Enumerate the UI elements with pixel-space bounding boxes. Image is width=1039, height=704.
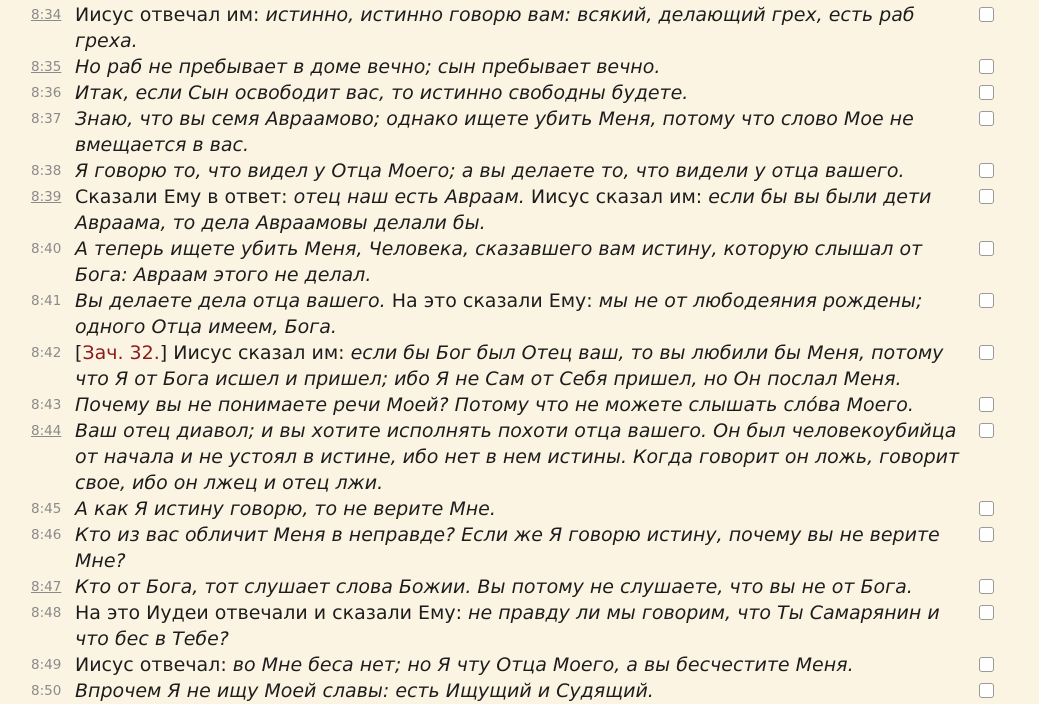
verse-number[interactable]: 8:47 [31, 579, 62, 595]
verse-number: 8:46 [31, 527, 62, 543]
verse-text: А теперь ищете убить Меня, Человека, сказавшего вам истину, которую слышал от Бога: Авраам этого не делал. [75, 238, 923, 286]
verse-text: Иисус отвечал: во Мне беса нет; но Я чту Отца Моего, а вы бесчестите Меня. [75, 654, 854, 676]
verse-number: 8:48 [31, 605, 62, 621]
verse-text: Но раб не пребывает в доме вечно; сын пребывает вечно. [75, 56, 661, 78]
verse-text: Кто из вас обличит Меня в неправде? Если же Я говорю истину, почему вы не верите Мне? [75, 524, 940, 572]
verse [0, 288, 1039, 340]
verse-text: Ваш отец диавол; и вы хотите исполнять похоти отца вашего. Он был человекоубийца от начала и не устоял в истине, ибо нет в нем истины. Когда говорит он ложь, говорит свое, ибо он лжец и отец лжи. [75, 420, 960, 494]
verse-checkbox[interactable] [979, 579, 994, 594]
verse-number: 8:43 [31, 397, 62, 413]
verse [0, 158, 1039, 184]
verse-checkbox[interactable] [979, 345, 994, 360]
verse-checkbox[interactable] [979, 7, 994, 22]
verse-text: А как Я истину говорю, то не верите Мне. [75, 498, 496, 520]
verse [0, 80, 1039, 106]
verse-text: Впрочем Я не ищу Моей славы: есть Ищущий и Судящий. [75, 680, 654, 702]
verse [0, 522, 1039, 574]
verse [0, 652, 1039, 678]
verse-checkbox[interactable] [979, 85, 994, 100]
verse-text: На это Иудеи отвечали и сказали Ему: не правду ли мы говорим, что Ты Самарянин и что бес в Тебе? [75, 602, 940, 650]
verse-text: Сказали Ему в ответ: отец наш есть Авраам. Иисус сказал им: если бы вы были дети Авраама, то дела Авраамовы делали бы. [75, 186, 932, 234]
verse-number[interactable]: 8:35 [31, 59, 62, 75]
verse [0, 106, 1039, 158]
verse-checkbox[interactable] [979, 527, 994, 542]
verse [0, 2, 1039, 54]
verse-checkbox[interactable] [979, 423, 994, 438]
verse [0, 678, 1039, 704]
verse-checkbox[interactable] [979, 111, 994, 126]
verse [0, 600, 1039, 652]
verse-number: 8:49 [31, 657, 62, 673]
verse-text: Я говорю то, что видел у Отца Моего; а вы делаете то, что видели у отца вашего. [75, 160, 905, 182]
verse-text: Вы делаете дела отца вашего. На это сказали Ему: мы не от любодеяния рождены; одного Отца имеем, Бога. [75, 290, 923, 338]
verse-text: [Зач. 32.] Иисус сказал им: если бы Бог был Отец ваш, то вы любили бы Меня, потому что Я от Бога исшел и пришел; ибо Я не Сам от Себя пришел, но Он послал Меня. [75, 342, 944, 390]
verse-checkbox[interactable] [979, 501, 994, 516]
verse [0, 184, 1039, 236]
verse [0, 54, 1039, 80]
verse-number: 8:41 [31, 293, 62, 309]
verse-text: Знаю, что вы семя Авраамово; однако ищете убить Меня, потому что слово Мое не вмещается в вас. [75, 108, 914, 156]
zachalo-link[interactable]: Зач. 32. [82, 342, 160, 364]
verse [0, 236, 1039, 288]
verse-checkbox[interactable] [979, 605, 994, 620]
verse [0, 574, 1039, 600]
verse-text: Иисус отвечал им: истинно, истинно говорю вам: всякий, делающий грех, есть раб греха. [75, 4, 915, 52]
verse-number: 8:38 [31, 163, 62, 179]
verse-text: Кто от Бога, тот слушает слова Божии. Вы потому не слушаете, что вы не от Бога. [75, 576, 913, 598]
verse-checkbox[interactable] [979, 293, 994, 308]
verse-list [0, 2, 1039, 704]
verse-number: 8:45 [31, 501, 62, 517]
verse-number: 8:36 [31, 85, 62, 101]
verse-number[interactable]: 8:44 [31, 423, 62, 439]
verse [0, 392, 1039, 418]
verse-number: 8:40 [31, 241, 62, 257]
verse-number: 8:50 [31, 683, 62, 699]
verse [0, 340, 1039, 392]
verse-checkbox[interactable] [979, 163, 994, 178]
verse-number: 8:42 [31, 345, 62, 361]
verse [0, 418, 1039, 496]
verse-text: Итак, если Сын освободит вас, то истинно свободны будете. [75, 82, 689, 104]
verse-number[interactable]: 8:39 [31, 189, 62, 205]
verse-text: Почему вы не понимаете речи Моей? Потому что не можете слышать сло́ва Моего. [75, 394, 914, 416]
verse-checkbox[interactable] [979, 59, 994, 74]
verse-checkbox[interactable] [979, 657, 994, 672]
verse-checkbox[interactable] [979, 189, 994, 204]
verse-checkbox[interactable] [979, 397, 994, 412]
verse-checkbox[interactable] [979, 241, 994, 256]
verse-checkbox[interactable] [979, 683, 994, 698]
verse [0, 496, 1039, 522]
verse-number: 8:37 [31, 111, 62, 127]
verse-number[interactable]: 8:34 [31, 7, 62, 23]
